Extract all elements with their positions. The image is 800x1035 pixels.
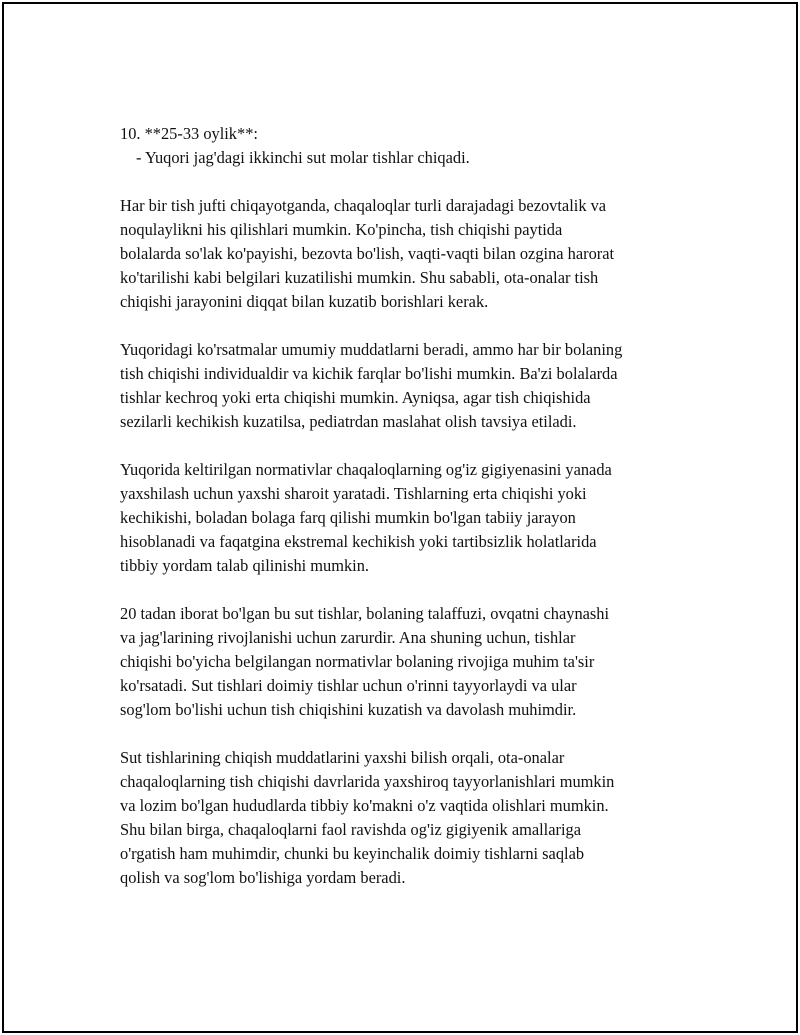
paragraph-line: chiqishi jarayonini diqqat bilan kuzatib borishlari kerak. — [120, 292, 489, 311]
paragraph-line: tishlar kechroq yoki erta chiqishi mumkin. Ayniqsa, agar tish chiqishida — [120, 388, 591, 407]
paragraph-line: noqulaylikni his qilishlari mumkin. Ko'pincha, tish chiqishi paytida — [120, 220, 563, 239]
paragraph-line: Sut tishlarining chiqish muddatlarini yaxshi bilish orqali, ota-onalar — [120, 748, 565, 767]
paragraph-line: sezilarli kechikish kuzatilsa, pediatrdan maslahat olish tavsiya etiladi. — [120, 412, 577, 431]
paragraph-line: tibbiy yordam talab qilinishi mumkin. — [120, 556, 370, 575]
list-item-sub: - Yuqori jag'dagi ikkinchi sut molar tishlar chiqadi. — [136, 148, 470, 167]
list-item-heading: 10. **25-33 oylik**: — [120, 124, 258, 143]
paragraph-line: ko'rsatadi. Sut tishlari doimiy tishlar uchun o'rinni tayyorlaydi va ular — [120, 676, 577, 695]
paragraph-line: Yuqorida keltirilgan normativlar chaqaloqlarning og'iz gigiyenasini yanada — [120, 460, 612, 479]
paragraph-line: Shu bilan birga, chaqaloqlarni faol ravishda og'iz gigiyenik amallariga — [120, 820, 581, 839]
paragraph-line: kechikishi, boladan bolaga farq qilishi mumkin bo'lgan tabiiy jarayon — [120, 508, 576, 527]
paragraph-5 — [120, 746, 700, 890]
paragraph-3 — [120, 458, 700, 578]
paragraph-line: yaxshilash uchun yaxshi sharoit yaratadi. Tishlarning erta chiqishi yoki — [120, 484, 587, 503]
document-body — [120, 122, 700, 890]
paragraph-line: tish chiqishi individualdir va kichik farqlar bo'lishi mumkin. Ba'zi bolalarda — [120, 364, 618, 383]
paragraph-line: chiqishi bo'yicha belgilangan normativlar bolaning rivojiga muhim ta'sir — [120, 652, 595, 671]
paragraph-line: 20 tadan iborat bo'lgan bu sut tishlar, bolaning talaffuzi, ovqatni chaynashi — [120, 604, 610, 623]
paragraph-line: sog'lom bo'lishi uchun tish chiqishini kuzatish va davolash muhimdir. — [120, 700, 577, 719]
document-page — [2, 2, 798, 1033]
paragraph-1 — [120, 194, 700, 314]
paragraph-line: hisoblanadi va faqatgina ekstremal kechikish yoki tartibsizlik holatlarida — [120, 532, 597, 551]
paragraph-line: va lozim bo'lgan hududlarda tibbiy ko'makni o'z vaqtida olishlari mumkin. — [120, 796, 609, 815]
paragraph-line: va jag'larining rivojlanishi uchun zarurdir. Ana shuning uchun, tishlar — [120, 628, 576, 647]
paragraph-line: Har bir tish jufti chiqayotganda, chaqaloqlar turli darajadagi bezovtalik va — [120, 196, 607, 215]
paragraph-line: Yuqoridagi ko'rsatmalar umumiy muddatlarni beradi, ammo har bir bolaning — [120, 340, 623, 359]
paragraph-4 — [120, 602, 700, 722]
paragraph-2 — [120, 338, 700, 434]
paragraph-line: o'rgatish ham muhimdir, chunki bu keyinchalik doimiy tishlarni saqlab — [120, 844, 585, 863]
paragraph-line: qolish va sog'lom bo'lishiga yordam beradi. — [120, 868, 406, 887]
paragraph-line: ko'tarilishi kabi belgilari kuzatilishi mumkin. Shu sababli, ota-onalar tish — [120, 268, 599, 287]
paragraph-line: chaqaloqlarning tish chiqishi davrlarida yaxshiroq tayyorlanishlari mumkin — [120, 772, 615, 791]
paragraph-line: bolalarda so'lak ko'payishi, bezovta bo'lish, vaqti-vaqti bilan ozgina harorat — [120, 244, 615, 263]
